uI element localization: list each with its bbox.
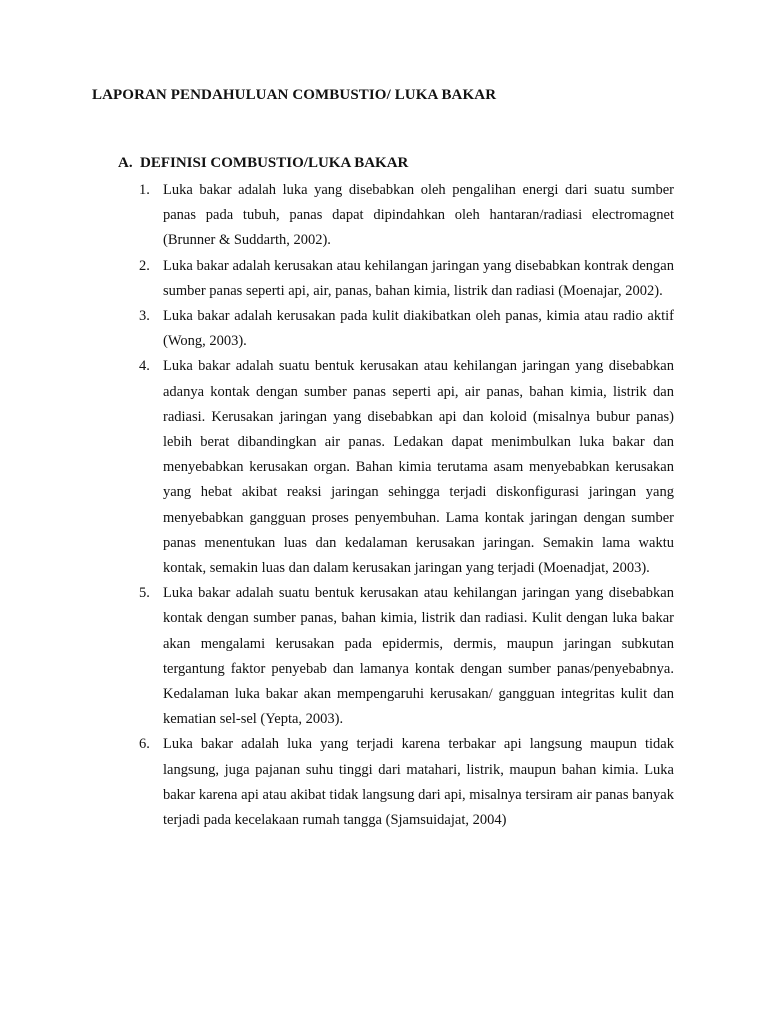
list-item-text: Luka bakar adalah kerusakan atau kehilangan jaringan yang disebabkan kontrak dengan sumber panas seperti api, air, panas, bahan kimia, listrik dan radiasi (Moenajar, 2002). [163,257,674,299]
list-item-text: Luka bakar adalah suatu bentuk kerusakan atau kehilangan jaringan yang disebabkan kontak dengan sumber panas, bahan kimia, listrik dan radiasi. Kulit dengan luka bakar akan mengalami kerusakan pada epidermis, dermis, maupun jaringan subkutan tergantung faktor penyebab dan lamanya kontak dengan sumber panas/penyebabnya. Kedalaman luka bakar akan mempengaruhi kerusakan/ gangguan integritas kulit dan kematian sel-sel (Yepta, 2003). [163,585,674,728]
list-item [0,732,768,833]
list-item-number: 5. [139,585,150,602]
list-item-number: 1. [139,182,150,198]
section-letter: A. [118,155,133,171]
list-item-number: 6. [139,736,150,753]
definition-list [0,178,768,833]
section-heading [118,155,408,172]
list-item [0,354,768,581]
list-item [0,178,768,254]
list-item-number: 3. [139,308,150,325]
section-heading-text: DEFINISI COMBUSTIO/LUKA BAKAR [140,155,409,171]
list-item-number: 4. [139,358,150,375]
list-item-text: Luka bakar adalah kerusakan pada kulit diakibatkan oleh panas, kimia atau radio aktif (Wong, 2003). [163,308,674,350]
list-item [0,581,768,732]
list-item-text: Luka bakar adalah luka yang disebabkan oleh pengalihan energi dari suatu sumber panas pada tubuh, panas dapat dipindahkan oleh hantaran/radiasi electromagnet (Brunner & Suddarth, 2002). [163,182,674,249]
list-item-text: Luka bakar adalah luka yang terjadi karena terbakar api langsung maupun tidak langsung, juga pajanan suhu tinggi dari matahari, listrik, maupun bahan kimia. Luka bakar karena api atau akibat tidak langsung dari api, misalnya tersiram air panas banyak terjadi pada kecelakaan rumah tangga (Sjamsuidajat, 2004) [163,736,674,829]
list-item-text: Luka bakar adalah suatu bentuk kerusakan atau kehilangan jaringan yang disebabkan adanya kontak dengan sumber panas seperti api, air panas, bahan kimia, listrik dan radiasi. Kerusakan jaringan yang disebabkan api dan koloid (misalnya bubur panas) lebih berat dibandingkan air panas. Ledakan dapat menimbulkan luka bakar dan menyebabkan kerusakan organ. Bahan kimia terutama asam menyebabkan kerusakan yang hebat akibat reaksi jaringan sehingga terjadi diskonfigurasi jaringan yang menyebabkan gangguan proses penyembuhan. Lama kontak jaringan dengan sumber panas menentukan luas dan kedalaman kerusakan jaringan. Semakin lama waktu kontak, semakin luas dan dalam kerusakan jaringan yang terjadi (Moenadjat, 2003). [163,358,674,577]
list-item [0,304,768,354]
list-item-number: 2. [139,257,150,274]
list-item [0,254,768,304]
document-title: LAPORAN PENDAHULUAN COMBUSTIO/ LUKA BAKAR [92,87,497,103]
